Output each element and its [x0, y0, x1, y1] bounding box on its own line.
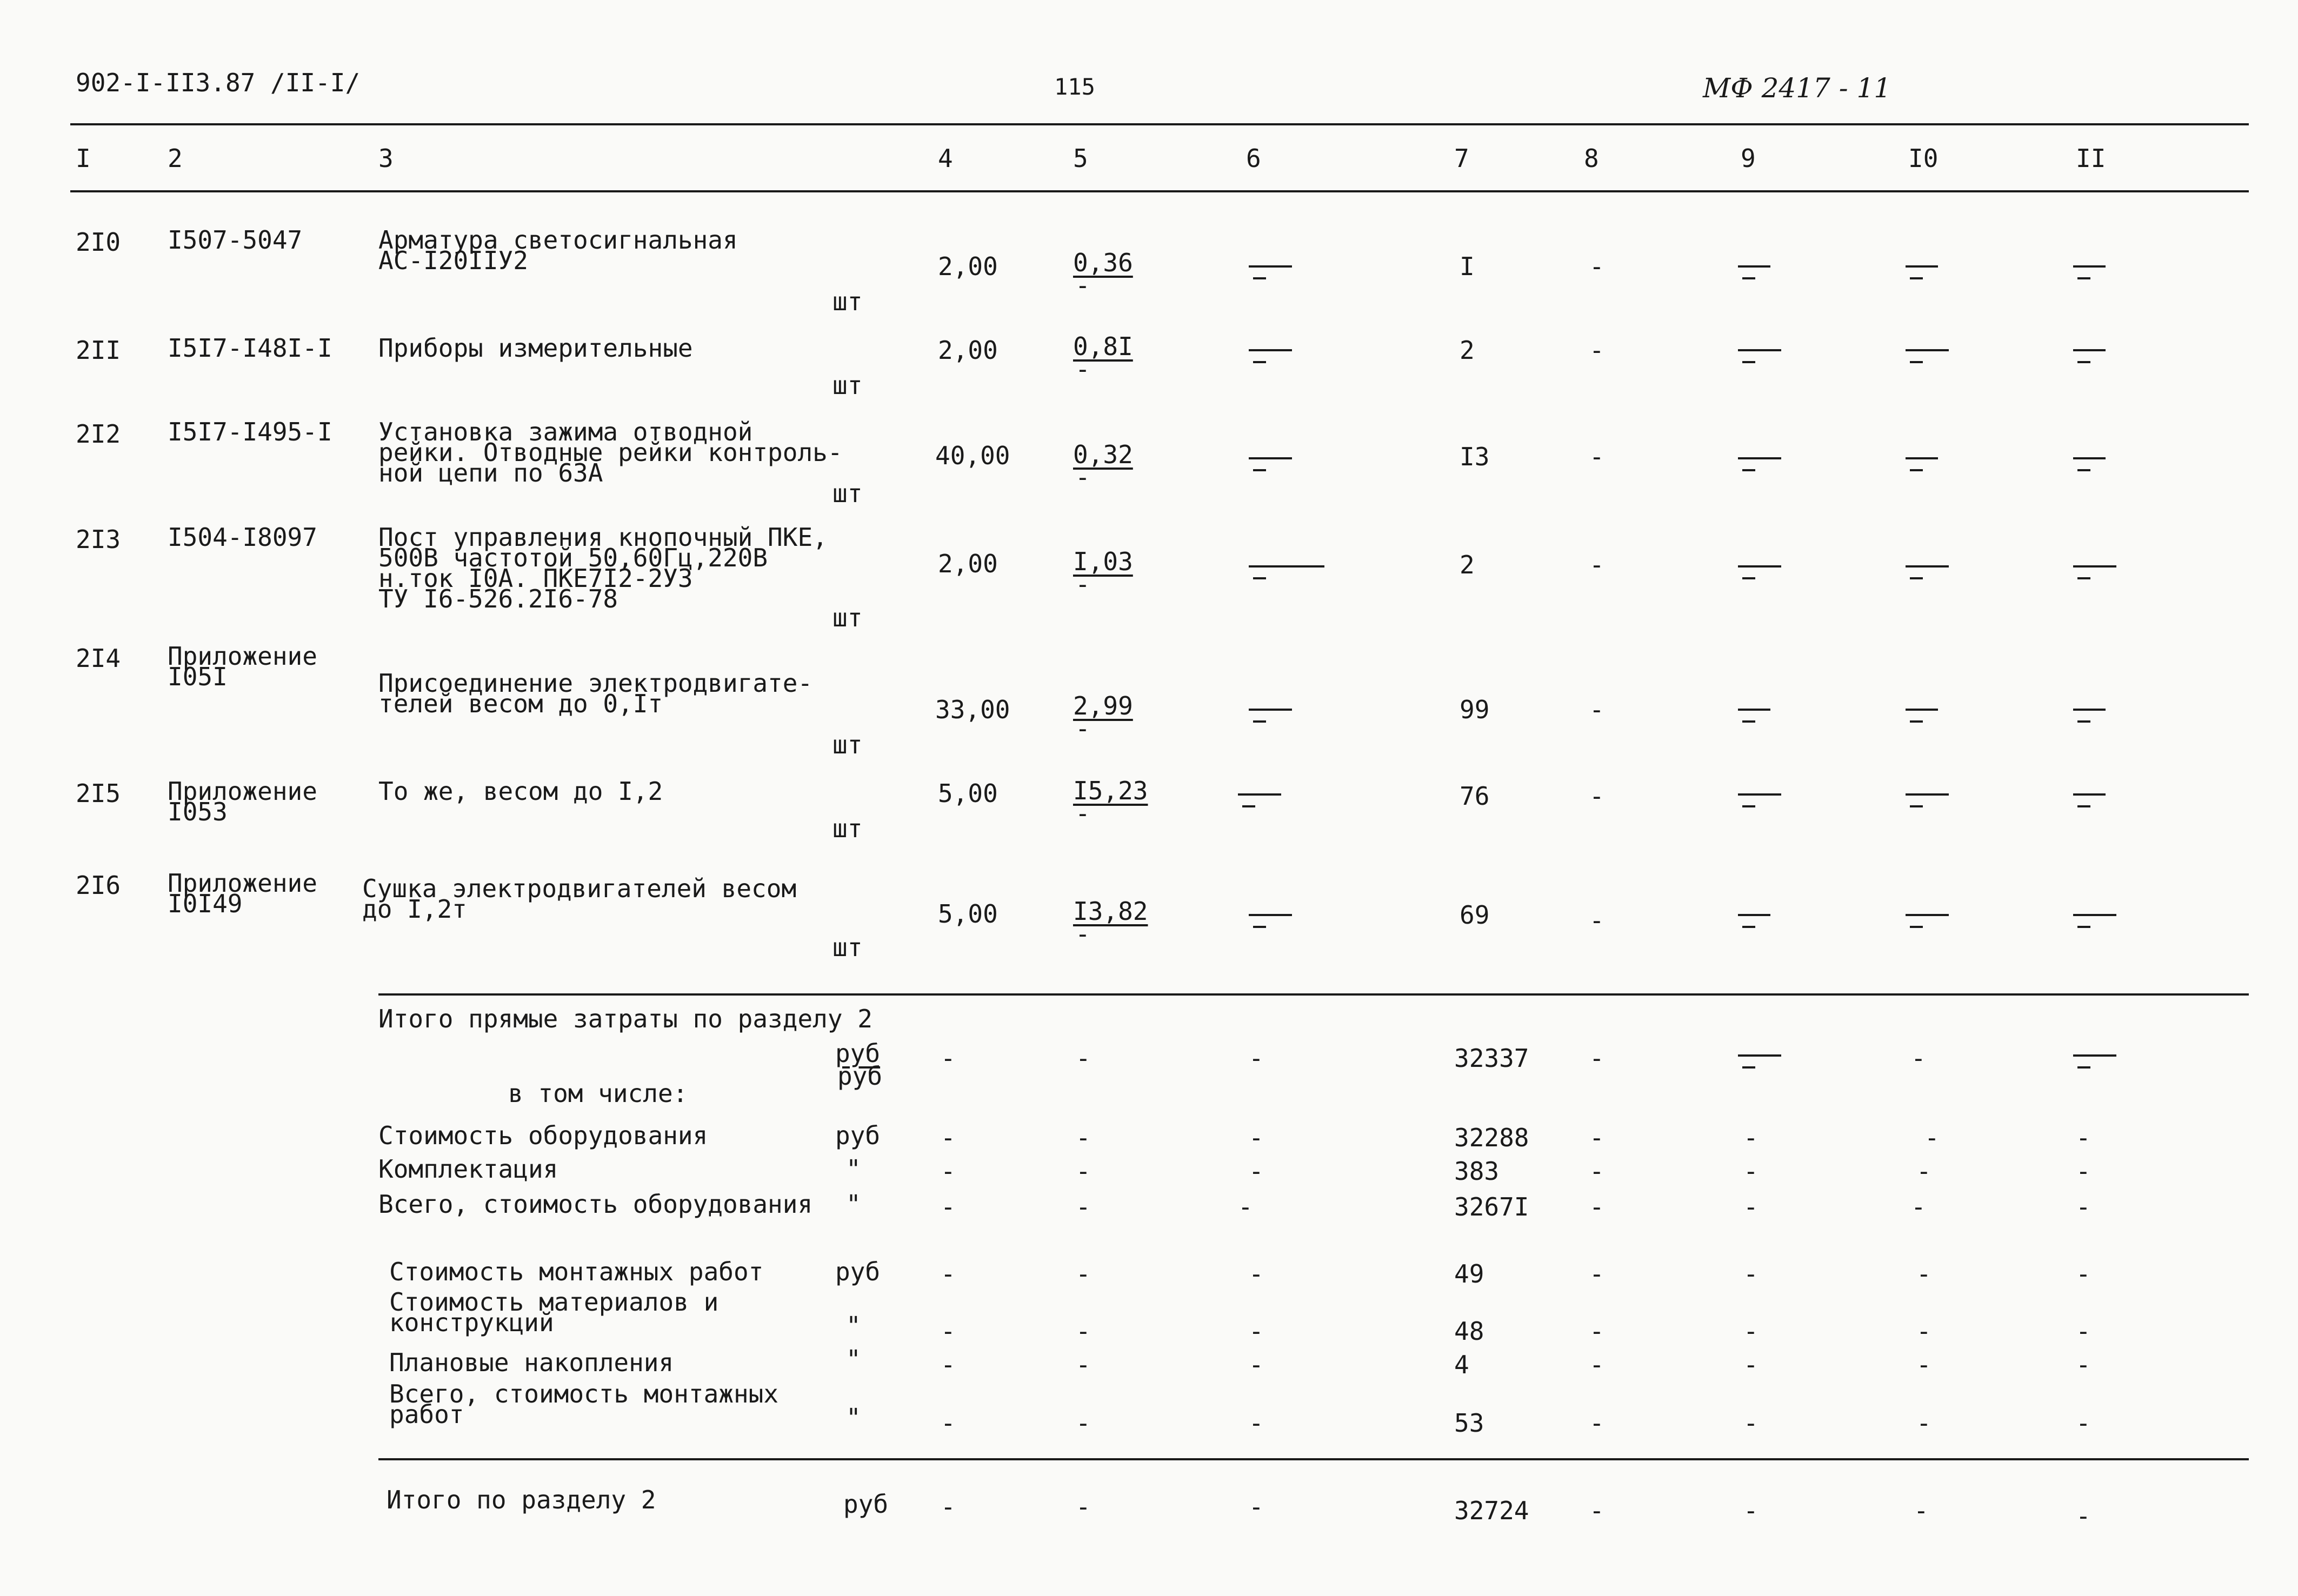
dash-cell: -	[1743, 1192, 1759, 1221]
empty-fraction	[2073, 905, 2116, 928]
dash-cell: -	[1924, 1123, 1940, 1152]
row-quantity: 5,00	[938, 899, 998, 929]
row-price: 0,36 -	[1073, 248, 1133, 300]
dash-cell: -	[941, 1192, 956, 1221]
row-unit: шт	[832, 479, 863, 508]
dash-cell: -	[1076, 1492, 1091, 1521]
summary-line-unit: "	[846, 1311, 861, 1340]
summary-line-unit: "	[846, 1403, 861, 1432]
row-name: То же, весом до I,2	[378, 777, 663, 806]
empty-fraction	[2073, 785, 2106, 807]
row-unit: шт	[832, 814, 863, 843]
dash-cell: -	[1076, 1350, 1091, 1379]
dash-cell: -	[1911, 1192, 1926, 1221]
empty-fraction	[2073, 449, 2106, 471]
dash-cell: -	[1589, 1192, 1604, 1221]
col-header-2: 2	[168, 144, 183, 173]
row-col8: -	[1589, 336, 1604, 365]
row-code: Приложение I053	[168, 777, 317, 826]
dash-cell: -	[1076, 1317, 1091, 1346]
empty-fraction	[2073, 340, 2106, 363]
empty-fraction	[2073, 700, 2106, 723]
dash-cell: -	[1249, 1492, 1264, 1521]
dash-cell: -	[2076, 1157, 2091, 1186]
row-name: Присоединение электродвигате- телей весом до 0,Iт	[378, 669, 813, 718]
dash-cell: -	[941, 1157, 956, 1186]
document-code: 902-I-II3.87 /II-I/	[76, 68, 361, 97]
summary-line-unit: "	[846, 1190, 861, 1219]
col-header-11: II	[2076, 144, 2106, 173]
summary-line-value: 4	[1454, 1350, 1469, 1379]
stamp-number: МФ 2417 - 11	[1703, 72, 1891, 104]
col-header-1: I	[76, 144, 91, 173]
row-unit: шт	[832, 287, 863, 316]
empty-fraction	[1906, 340, 1949, 363]
empty-fraction	[1738, 340, 1781, 363]
dash-cell: -	[1743, 1350, 1759, 1379]
header-bottom-rule	[70, 190, 2249, 192]
col-header-5: 5	[1073, 144, 1088, 173]
row-code: I507-5047	[168, 225, 303, 255]
dash-cell: -	[2076, 1192, 2091, 1221]
dash-cell: -	[1743, 1496, 1759, 1525]
grand-total-unit: руб	[843, 1490, 889, 1519]
row-quantity: 40,00	[935, 441, 1010, 470]
dash-cell: -	[1076, 1157, 1091, 1186]
summary-col6: -	[1249, 1044, 1264, 1073]
direct-total-value: 32337	[1454, 1044, 1529, 1073]
dash-cell: -	[2076, 1350, 2091, 1379]
summary-col5: -	[1076, 1044, 1091, 1073]
dash-cell: -	[1076, 1408, 1091, 1438]
row-number: 2I4	[76, 644, 121, 673]
row-total: I3	[1460, 442, 1490, 471]
summary-line-unit: руб	[835, 1121, 881, 1150]
dash-cell: -	[1589, 1496, 1604, 1525]
summary-line-value: 383	[1454, 1157, 1500, 1186]
summary-line-label: Стоимость материалов и конструкций	[389, 1287, 719, 1337]
summary-line-label: Всего, стоимость монтажных работ	[389, 1379, 779, 1429]
dash-cell: -	[1249, 1317, 1264, 1346]
empty-fraction	[1738, 905, 1770, 928]
dash-cell: -	[1916, 1317, 1931, 1346]
row-unit: шт	[832, 371, 863, 400]
row-number: 2I5	[76, 779, 121, 808]
row-total: 69	[1460, 900, 1490, 930]
dash-cell: -	[941, 1123, 956, 1152]
row-col8: -	[1589, 442, 1604, 471]
summary-col8: -	[1589, 1044, 1604, 1073]
empty-fraction	[1249, 257, 1292, 279]
dash-cell: -	[941, 1259, 956, 1288]
empty-fraction	[1738, 449, 1781, 471]
dash-cell: -	[2076, 1259, 2091, 1288]
summary-line-label: Стоимость оборудования	[378, 1121, 708, 1150]
empty-fraction	[1906, 700, 1938, 723]
summary-line-value: 3267I	[1454, 1192, 1529, 1221]
summary-line-value: 53	[1454, 1408, 1484, 1438]
grand-total-value: 32724	[1454, 1496, 1529, 1525]
col-header-3: 3	[378, 144, 394, 173]
row-unit: шт	[832, 730, 863, 759]
summary-line-label: Плановые накопления	[389, 1348, 674, 1377]
summary-col10: -	[1911, 1044, 1926, 1073]
dash-cell: -	[1916, 1157, 1931, 1186]
empty-fraction	[1249, 340, 1292, 363]
row-price: I3,82 -	[1073, 897, 1148, 949]
dash-cell: -	[1076, 1192, 1091, 1221]
dash-cell: -	[1916, 1350, 1931, 1379]
row-number: 2I0	[76, 228, 121, 257]
empty-fraction	[2073, 557, 2116, 579]
row-total: 2	[1460, 550, 1475, 579]
dash-cell: -	[2076, 1317, 2091, 1346]
dash-cell: -	[1589, 1317, 1604, 1346]
dash-cell: -	[1743, 1317, 1759, 1346]
dash-cell: -	[1238, 1192, 1253, 1221]
empty-fraction	[1249, 449, 1292, 471]
empty-fraction	[1738, 257, 1770, 279]
page-number: 115	[1054, 74, 1095, 100]
empty-fraction	[1249, 905, 1292, 928]
col-header-4: 4	[938, 144, 953, 173]
dash-cell: -	[1589, 1123, 1604, 1152]
empty-fraction	[1906, 557, 1949, 579]
summary-col4: -	[941, 1044, 956, 1073]
col-header-10: I0	[1908, 144, 1939, 173]
dash-cell: -	[1743, 1259, 1759, 1288]
row-name: Приборы измерительные	[378, 333, 693, 363]
dash-cell: -	[1914, 1496, 1929, 1525]
dash-cell: -	[2076, 1408, 2091, 1438]
row-quantity: 2,00	[938, 336, 998, 365]
dash-cell: -	[941, 1350, 956, 1379]
row-col8: -	[1589, 782, 1604, 811]
dash-cell: -	[1916, 1408, 1931, 1438]
empty-fraction	[2073, 1046, 2116, 1069]
dash-cell: -	[941, 1492, 956, 1521]
row-price: 0,32 -	[1073, 440, 1133, 492]
row-quantity: 5,00	[938, 779, 998, 808]
summary-line-value: 48	[1454, 1317, 1484, 1346]
row-name: Установка зажима отводной рейки. Отводные рейки контроль- ной цепи по 63А	[378, 417, 843, 488]
empty-fraction	[1738, 785, 1781, 807]
row-total: 2	[1460, 336, 1475, 365]
row-quantity: 2,00	[938, 252, 998, 281]
dash-cell: -	[1743, 1123, 1759, 1152]
row-quantity: 33,00	[935, 695, 1010, 724]
row-total: 76	[1460, 782, 1490, 811]
row-col8: -	[1589, 906, 1604, 935]
summary-line-unit: руб	[835, 1257, 881, 1286]
empty-fraction	[1738, 700, 1770, 723]
summary-title: Итого прямые затраты по разделу 2	[378, 1004, 872, 1033]
empty-fraction	[1906, 785, 1949, 807]
col-header-8: 8	[1584, 144, 1599, 173]
dash-cell: -	[2076, 1501, 2091, 1531]
row-code: Приложение I0I49	[168, 869, 317, 918]
summary-line-value: 32288	[1454, 1123, 1529, 1152]
dash-cell: -	[1589, 1408, 1604, 1438]
row-code: I5I7-I495-I	[168, 417, 332, 446]
in-total-label: в том числе:	[508, 1079, 688, 1108]
row-price: I,03 -	[1073, 547, 1133, 599]
dash-cell: -	[1076, 1123, 1091, 1152]
row-price: 2,99 -	[1073, 691, 1133, 743]
dash-cell: -	[1743, 1157, 1759, 1186]
row-col8: -	[1589, 695, 1604, 724]
empty-fraction	[1906, 449, 1938, 471]
row-code: I504-I8097	[168, 523, 317, 552]
row-number: 2II	[76, 336, 121, 365]
summary-line-label: Комплектация	[378, 1154, 558, 1184]
row-price: 0,8I -	[1073, 332, 1133, 384]
row-total: I	[1460, 252, 1475, 281]
row-number: 2I2	[76, 419, 121, 449]
dash-cell: -	[1249, 1157, 1264, 1186]
empty-fraction	[2073, 257, 2106, 279]
summary-line-unit: "	[846, 1345, 861, 1374]
row-code: I5I7-I48I-I	[168, 333, 332, 363]
dash-cell: -	[1743, 1408, 1759, 1438]
row-name: Пост управления кнопочный ПКЕ, 500В частотой 50,60Гц,220В н.ток I0А. ПКЕ7I2-2У3 ТУ I6-526.2I6-78	[378, 523, 828, 613]
col-header-6: 6	[1246, 144, 1261, 173]
col-header-9: 9	[1741, 144, 1756, 173]
dash-cell: -	[1249, 1259, 1264, 1288]
dash-cell: -	[2076, 1123, 2091, 1152]
row-name: Сушка электродвигателей весом до I,2т	[362, 874, 797, 924]
empty-fraction	[1249, 557, 1324, 579]
grand-total-rule	[378, 1458, 2249, 1460]
row-number: 2I6	[76, 871, 121, 900]
empty-fraction	[1738, 557, 1781, 579]
dash-cell: -	[941, 1317, 956, 1346]
row-quantity: 2,00	[938, 549, 998, 578]
header-top-rule	[70, 123, 2249, 125]
dash-cell: -	[1916, 1259, 1931, 1288]
summary-top-rule	[378, 993, 2249, 996]
row-name: Арматура светосигнальная АС-I20IIУ2	[378, 225, 738, 275]
col-header-7: 7	[1454, 144, 1469, 173]
dash-cell: -	[941, 1408, 956, 1438]
row-col8: -	[1589, 252, 1604, 281]
row-number: 2I3	[76, 525, 121, 554]
row-col8: -	[1589, 550, 1604, 579]
dash-cell: -	[1589, 1259, 1604, 1288]
summary-line-unit: "	[846, 1154, 861, 1184]
row-unit: шт	[832, 603, 863, 632]
empty-fraction	[1238, 785, 1281, 807]
summary-line-label: Всего, стоимость оборудования	[378, 1190, 813, 1219]
dash-cell: -	[1589, 1157, 1604, 1186]
dash-cell: -	[1249, 1123, 1264, 1152]
dash-cell: -	[1076, 1259, 1091, 1288]
dash-cell: -	[1589, 1350, 1604, 1379]
empty-fraction	[1249, 700, 1292, 723]
row-price: I5,23 -	[1073, 776, 1148, 828]
row-unit: шт	[832, 933, 863, 962]
grand-total-label: Итого по разделу 2	[387, 1485, 656, 1514]
row-total: 99	[1460, 695, 1490, 724]
dash-cell: -	[1249, 1350, 1264, 1379]
dash-cell: -	[1249, 1408, 1264, 1438]
summary-unit: руб руб	[835, 1039, 883, 1091]
empty-fraction	[1738, 1046, 1781, 1069]
row-code: Приложение I05I	[168, 642, 317, 691]
summary-line-value: 49	[1454, 1259, 1484, 1288]
empty-fraction	[1906, 905, 1949, 928]
summary-line-label: Стоимость монтажных работ	[389, 1257, 764, 1286]
empty-fraction	[1906, 257, 1938, 279]
